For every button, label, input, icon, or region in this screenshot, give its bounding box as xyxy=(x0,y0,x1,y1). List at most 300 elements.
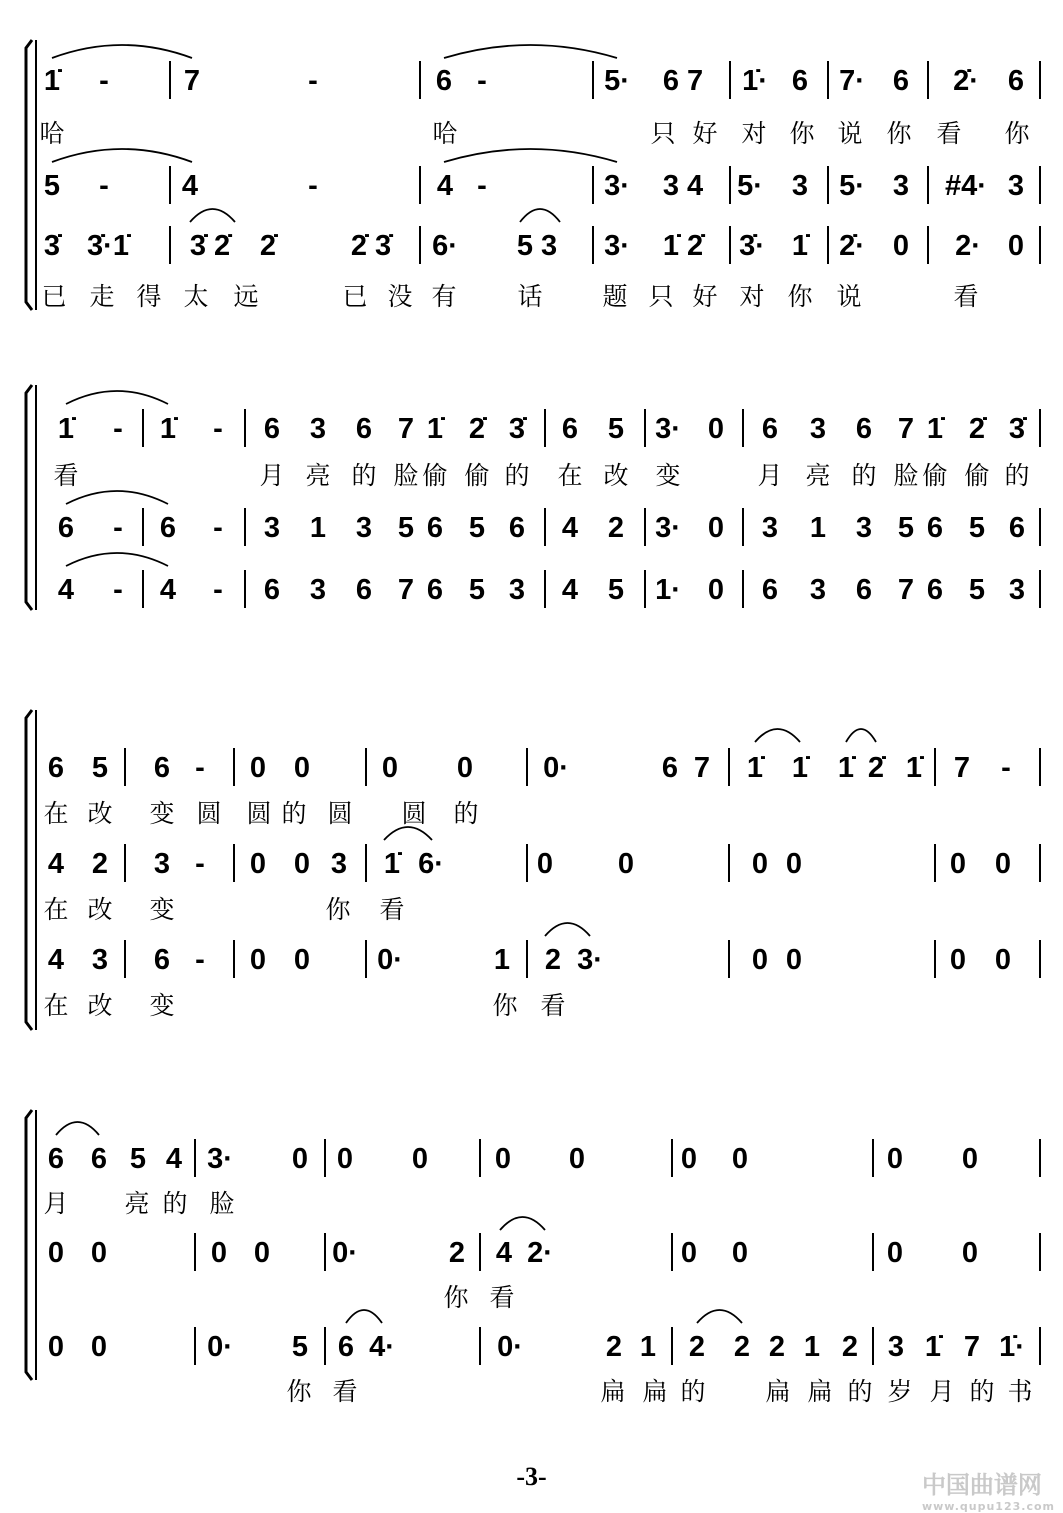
note: 4 xyxy=(561,512,579,544)
lyric: 在 xyxy=(43,799,69,828)
lyric: 看 xyxy=(53,461,79,490)
note: 2 xyxy=(841,1331,859,1363)
lyric: 圆 xyxy=(246,799,272,828)
note: 4 xyxy=(159,574,177,606)
lyric: 哈 xyxy=(432,119,458,148)
lyric: 改 xyxy=(603,461,629,490)
note: 6 xyxy=(761,413,779,445)
note: 3 xyxy=(887,1331,905,1363)
part-2-lyrics xyxy=(0,896,1063,940)
part-3-notes xyxy=(0,230,1063,274)
part-1-notes xyxy=(0,1143,1063,1187)
note: 5 xyxy=(468,574,486,606)
note: 0· xyxy=(497,1331,523,1363)
note: 2 xyxy=(605,1331,623,1363)
note: - xyxy=(113,413,123,445)
note: 5 xyxy=(968,512,986,544)
note: - xyxy=(99,65,109,97)
note: 5 xyxy=(968,574,986,606)
part-2-notes xyxy=(0,170,1063,214)
part-1-notes xyxy=(0,65,1063,109)
note: 3̇ xyxy=(43,230,61,262)
lyric: 变 xyxy=(655,461,681,490)
lyric: 的 xyxy=(680,1377,706,1406)
note: 0 xyxy=(731,1237,749,1269)
note: 0 xyxy=(293,944,311,976)
lyric: 看 xyxy=(953,282,979,311)
part-3-lyrics xyxy=(0,992,1063,1036)
note: 1̇ xyxy=(905,752,923,784)
note: 0 xyxy=(293,848,311,880)
note: 0 xyxy=(949,944,967,976)
note: 6 xyxy=(435,65,453,97)
note: 6 xyxy=(661,752,679,784)
note: 0 xyxy=(90,1331,108,1363)
note: 0 xyxy=(253,1237,271,1269)
note: 0 xyxy=(680,1143,698,1175)
note: 3 xyxy=(791,170,809,202)
note: 1̇ xyxy=(791,752,809,784)
note: 3 xyxy=(355,512,373,544)
slur xyxy=(444,45,617,58)
watermark-url: www.qupu123.com xyxy=(921,1500,1055,1513)
note: 2̇ xyxy=(259,230,277,262)
lyric: 太 xyxy=(183,282,209,311)
note: 4· xyxy=(369,1331,395,1363)
note: 5· xyxy=(839,170,865,202)
note: 2 xyxy=(688,1331,706,1363)
note: 2 xyxy=(768,1331,786,1363)
lyric: 话 xyxy=(517,282,543,311)
lyric: 脸 xyxy=(893,461,919,490)
lyric: 只 xyxy=(648,282,674,311)
lyric: 改 xyxy=(87,895,113,924)
note: 6 xyxy=(508,512,526,544)
note: 6 xyxy=(57,512,75,544)
note: 2̇ xyxy=(468,413,486,445)
lyric: 的 xyxy=(851,461,877,490)
note: 6 xyxy=(926,512,944,544)
part-1-lyrics xyxy=(0,462,1063,506)
note: - xyxy=(308,170,318,202)
note: 0 xyxy=(291,1143,309,1175)
note: 0 xyxy=(949,848,967,880)
note: 7 xyxy=(397,413,415,445)
note: - xyxy=(195,944,205,976)
note: 1 xyxy=(309,512,327,544)
note: 6 xyxy=(426,574,444,606)
note: 0 xyxy=(47,1237,65,1269)
note: 0· xyxy=(332,1237,358,1269)
note: 5 xyxy=(291,1331,309,1363)
note: 3 xyxy=(809,413,827,445)
note: 3· xyxy=(604,230,630,262)
note: 3 xyxy=(263,512,281,544)
note: 0 xyxy=(961,1237,979,1269)
note: - xyxy=(213,574,223,606)
note: 4 xyxy=(436,170,454,202)
watermark xyxy=(922,1465,1055,1513)
note: 3̇· xyxy=(739,230,765,262)
note: 0 xyxy=(90,1237,108,1269)
note: 7 xyxy=(183,65,201,97)
lyric: 看 xyxy=(332,1377,358,1406)
lyric: 变 xyxy=(149,799,175,828)
lyric: 偷 xyxy=(964,461,990,490)
lyric: 书 xyxy=(1007,1377,1033,1406)
note: 3 xyxy=(153,848,171,880)
part-1-lyrics xyxy=(0,1190,1063,1234)
lyric: 你 xyxy=(787,282,813,311)
note: 6 7 xyxy=(662,65,704,97)
note: 0 xyxy=(411,1143,429,1175)
note: 6 xyxy=(892,65,910,97)
note: 6· xyxy=(418,848,444,880)
lyric: 月 xyxy=(43,1189,69,1218)
note: 0 xyxy=(456,752,474,784)
note: 4 xyxy=(165,1143,183,1175)
lyric: 月 xyxy=(259,461,285,490)
lyric: 你 xyxy=(286,1377,312,1406)
note: 6 xyxy=(426,512,444,544)
note: 3 4 xyxy=(662,170,704,202)
note: 6 xyxy=(159,512,177,544)
note: 4 xyxy=(495,1237,513,1269)
note: 6 xyxy=(153,944,171,976)
note: 0 xyxy=(892,230,910,262)
note: 3 xyxy=(508,574,526,606)
note: 3̇·1̇ xyxy=(87,230,129,262)
lyric: 圆 xyxy=(327,799,353,828)
note: 6 xyxy=(1008,512,1026,544)
note: 6 xyxy=(47,752,65,784)
note: 4 xyxy=(181,170,199,202)
lyric: 在 xyxy=(43,895,69,924)
note: 5 xyxy=(397,512,415,544)
note: 7 xyxy=(953,752,971,784)
note: 5 xyxy=(91,752,109,784)
note: 5 3 xyxy=(516,230,558,262)
note: 6 xyxy=(153,752,171,784)
lyric: 亮 xyxy=(124,1189,150,1218)
lyric: 月 xyxy=(929,1377,955,1406)
note: 3 xyxy=(330,848,348,880)
note: 6 xyxy=(337,1331,355,1363)
note: 2 xyxy=(733,1331,751,1363)
lyric: 扁 xyxy=(765,1377,791,1406)
note: 1̇ xyxy=(926,413,944,445)
note: 0· xyxy=(377,944,403,976)
note: 1̇ xyxy=(159,413,177,445)
note: 3 xyxy=(855,512,873,544)
note: 0 xyxy=(961,1143,979,1175)
note: 6 xyxy=(355,413,373,445)
lyric: 的 xyxy=(1004,461,1030,490)
note: 0 xyxy=(994,848,1012,880)
lyric: 远 xyxy=(233,282,259,311)
part-3-lyrics xyxy=(0,1378,1063,1422)
note: 0 xyxy=(249,944,267,976)
lyric: 好 xyxy=(692,282,718,311)
note: 6 xyxy=(791,65,809,97)
note: 0 xyxy=(336,1143,354,1175)
lyric: 脸 xyxy=(209,1189,235,1218)
note: 0 xyxy=(751,848,769,880)
note: 3 xyxy=(892,170,910,202)
lyric: 看 xyxy=(936,119,962,148)
lyric: 看 xyxy=(540,991,566,1020)
note: 0 xyxy=(994,944,1012,976)
lyric: 得 xyxy=(136,282,162,311)
note: 2 xyxy=(91,848,109,880)
lyric: 亮 xyxy=(805,461,831,490)
lyric: 扁 xyxy=(807,1377,833,1406)
lyric: 的 xyxy=(969,1377,995,1406)
note: 5 xyxy=(607,413,625,445)
note: 2̇ xyxy=(968,413,986,445)
lyric: 偷 xyxy=(422,461,448,490)
note: 1̇ 2̇ xyxy=(662,230,704,262)
note: 7 xyxy=(397,574,415,606)
slur xyxy=(755,729,800,742)
note: 3 xyxy=(91,944,109,976)
note: 1̇ xyxy=(924,1331,942,1363)
note: 1̇ xyxy=(426,413,444,445)
lyric: 看 xyxy=(379,895,405,924)
lyric: 在 xyxy=(557,461,583,490)
slur xyxy=(846,729,876,742)
note: 5 xyxy=(607,574,625,606)
lyric: 扁 xyxy=(600,1377,626,1406)
note: - xyxy=(477,65,487,97)
note: 6 xyxy=(263,413,281,445)
note: 3 xyxy=(1007,170,1025,202)
part-3-lyrics xyxy=(0,283,1063,327)
note: 0 xyxy=(707,574,725,606)
note: 0 xyxy=(47,1331,65,1363)
note: 2̇ 3̇ xyxy=(350,230,392,262)
note: 0 xyxy=(785,944,803,976)
part-3-notes xyxy=(0,944,1063,988)
note: 0 xyxy=(381,752,399,784)
note: 6 xyxy=(855,413,873,445)
part-1-lyrics xyxy=(0,120,1063,164)
lyric: 扁 xyxy=(642,1377,668,1406)
part-3-notes xyxy=(0,574,1063,618)
lyric: 偷 xyxy=(922,461,948,490)
note: 1̇· xyxy=(999,1331,1025,1363)
note: 0 xyxy=(707,413,725,445)
lyric: 偷 xyxy=(464,461,490,490)
note: 6 xyxy=(761,574,779,606)
note: 1̇ xyxy=(837,752,855,784)
note: 0 xyxy=(751,944,769,976)
note: 0 xyxy=(886,1237,904,1269)
note: 1̇ xyxy=(57,413,75,445)
note: 0 xyxy=(249,848,267,880)
note: 0 xyxy=(707,512,725,544)
note: 0· xyxy=(207,1331,233,1363)
note: 5· xyxy=(737,170,763,202)
lyric: 说 xyxy=(836,282,862,311)
note: 5 xyxy=(468,512,486,544)
lyric: 的 xyxy=(351,461,377,490)
note: 0 xyxy=(1007,230,1025,262)
note: - xyxy=(99,170,109,202)
note: 6 xyxy=(1007,65,1025,97)
lyric: 你 xyxy=(492,991,518,1020)
note: 0 xyxy=(785,848,803,880)
lyric: 好 xyxy=(692,119,718,148)
lyric: 已 xyxy=(41,282,67,311)
lyric: 的 xyxy=(453,799,479,828)
lyric: 圆 xyxy=(401,799,427,828)
part-3-notes xyxy=(0,1331,1063,1375)
note: 1̇ xyxy=(383,848,401,880)
lyric: 月 xyxy=(757,461,783,490)
note: - xyxy=(213,413,223,445)
note: - xyxy=(477,170,487,202)
lyric: 的 xyxy=(281,799,307,828)
lyric: 只 xyxy=(650,119,676,148)
note: 2 xyxy=(448,1237,466,1269)
note: 1 xyxy=(809,512,827,544)
note: 3 xyxy=(1008,574,1026,606)
slur xyxy=(56,1122,99,1135)
note: 0 xyxy=(536,848,554,880)
lyric: 的 xyxy=(847,1377,873,1406)
part-1-notes xyxy=(0,752,1063,796)
lyric: 圆 xyxy=(196,799,222,828)
lyric: 改 xyxy=(87,991,113,1020)
note: 0 xyxy=(568,1143,586,1175)
note: 1 xyxy=(493,944,511,976)
lyric: 你 xyxy=(325,895,351,924)
note: 6· xyxy=(432,230,458,262)
part-1-lyrics xyxy=(0,800,1063,844)
note: 4 xyxy=(561,574,579,606)
note: 0 xyxy=(249,752,267,784)
lyric: 看 xyxy=(489,1283,515,1312)
note: 3̇ xyxy=(1008,413,1026,445)
part-2-notes xyxy=(0,848,1063,892)
note: 0 xyxy=(680,1237,698,1269)
note: 6 xyxy=(926,574,944,606)
note: 1̇ xyxy=(43,65,61,97)
note: 7· xyxy=(839,65,865,97)
lyric: 哈 xyxy=(39,119,65,148)
lyric: 对 xyxy=(739,282,765,311)
note: - xyxy=(195,848,205,880)
note: - xyxy=(213,512,223,544)
lyric: 你 xyxy=(789,119,815,148)
lyric: 你 xyxy=(1004,119,1030,148)
note: 0 xyxy=(210,1237,228,1269)
note: 1̇ xyxy=(746,752,764,784)
lyric: 说 xyxy=(837,119,863,148)
note: - xyxy=(113,574,123,606)
note: 6 xyxy=(90,1143,108,1175)
note: 3· xyxy=(604,170,630,202)
note: 6 xyxy=(47,1143,65,1175)
part-2-lyrics xyxy=(0,1284,1063,1328)
note: - xyxy=(308,65,318,97)
note: 3 xyxy=(309,574,327,606)
note: 2· xyxy=(955,230,981,262)
part-1-notes xyxy=(0,413,1063,457)
note: 4 xyxy=(57,574,75,606)
note: 3̇ 2̇ xyxy=(189,230,231,262)
note: 0 xyxy=(886,1143,904,1175)
note: #4· xyxy=(945,170,987,202)
note: 0 xyxy=(293,752,311,784)
note: 7 xyxy=(897,574,915,606)
note: 3 xyxy=(761,512,779,544)
lyric: 改 xyxy=(87,799,113,828)
note: 3 xyxy=(809,574,827,606)
note: 3 xyxy=(309,413,327,445)
note: 2· xyxy=(527,1237,553,1269)
note: 7 xyxy=(693,752,711,784)
lyric: 变 xyxy=(149,991,175,1020)
note: - xyxy=(113,512,123,544)
lyric: 的 xyxy=(162,1189,188,1218)
lyric: 你 xyxy=(886,119,912,148)
page-number: -3- xyxy=(516,1462,547,1491)
watermark-brand: 中国曲谱网 xyxy=(921,1471,1042,1499)
note: 2̇· xyxy=(839,230,865,262)
note: 6 xyxy=(355,574,373,606)
note: 1· xyxy=(655,574,681,606)
note: 2̇ xyxy=(867,752,885,784)
note: 4 xyxy=(47,848,65,880)
note: 1̇· xyxy=(742,65,768,97)
slur xyxy=(52,45,192,58)
lyric: 脸 xyxy=(393,461,419,490)
note: 1̇ xyxy=(791,230,809,262)
lyric: 你 xyxy=(443,1283,469,1312)
lyric: 岁 xyxy=(887,1377,913,1406)
lyric: 在 xyxy=(43,991,69,1020)
lyric: 有 xyxy=(431,282,457,311)
note: 3· xyxy=(207,1143,233,1175)
lyric: 已 xyxy=(342,282,368,311)
note: 5 xyxy=(897,512,915,544)
note: 2 xyxy=(544,944,562,976)
part-2-notes xyxy=(0,1237,1063,1281)
note: 7 xyxy=(963,1331,981,1363)
slur xyxy=(66,391,168,404)
note: 0· xyxy=(543,752,569,784)
lyric: 变 xyxy=(149,895,175,924)
note: 3· xyxy=(577,944,603,976)
lyric: 对 xyxy=(741,119,767,148)
note: 4 xyxy=(47,944,65,976)
note: - xyxy=(1001,752,1011,784)
note: 0 xyxy=(494,1143,512,1175)
note: 3̇ xyxy=(508,413,526,445)
note: 6 xyxy=(855,574,873,606)
note: - xyxy=(195,752,205,784)
note: 0 xyxy=(731,1143,749,1175)
note: 5· xyxy=(604,65,630,97)
note: 0 xyxy=(617,848,635,880)
note: 7 xyxy=(897,413,915,445)
note: 1 xyxy=(639,1331,657,1363)
note: 3· xyxy=(655,413,681,445)
note: 2̇· xyxy=(953,65,979,97)
note: 1 xyxy=(803,1331,821,1363)
